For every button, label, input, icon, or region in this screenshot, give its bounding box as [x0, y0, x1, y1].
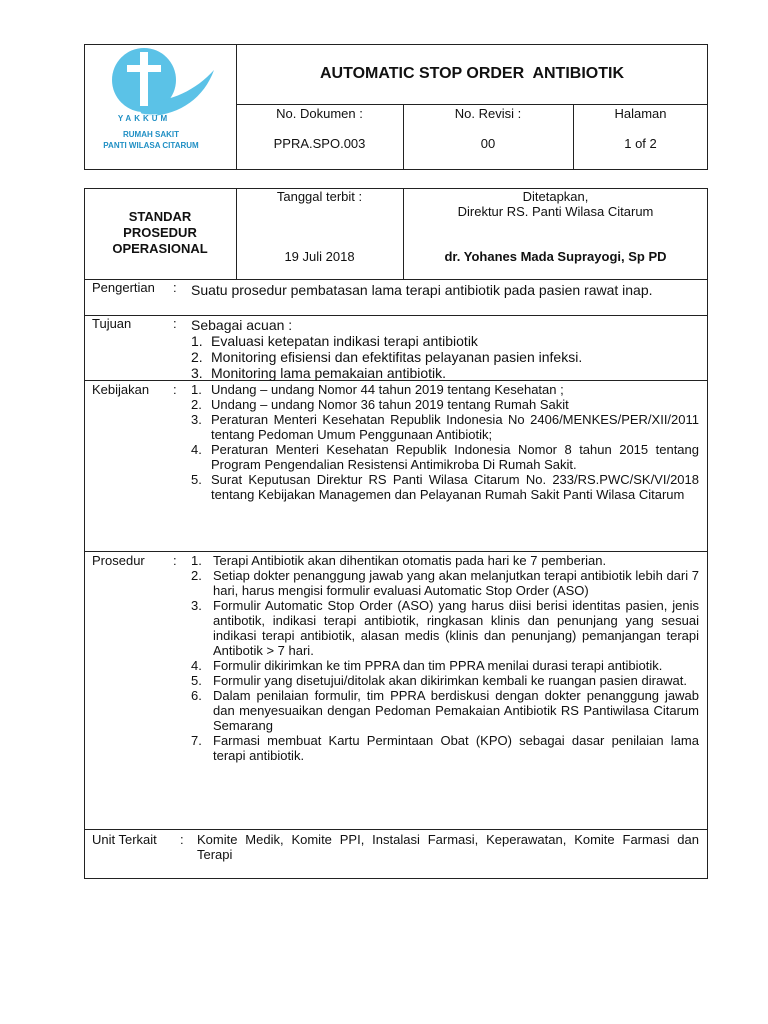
list-text: Farmasi membuat Kartu Permintaan Obat (KPO) sebagai dasar penilaian lama terapi antibiotik.	[213, 733, 699, 763]
header-divider-title	[236, 104, 708, 105]
kebijakan-list	[191, 382, 699, 502]
row-divider-prosedur	[84, 829, 708, 830]
list-number: 2.	[191, 568, 202, 583]
list-number: 7.	[191, 733, 202, 748]
list-text: Surat Keputusan Direktur RS Panti Wilasa Citarum No. 233/RS.PWC/SK/VI/2018 tentang Kebijakan Managemen dan Pelayanan Rumah Sakit Panti Wilasa Citarum	[211, 472, 699, 502]
unit-terkait-label: Unit Terkait	[92, 832, 157, 847]
tanggal-terbit-value: 19 Juli 2018	[284, 249, 355, 264]
no-revisi-value: 00	[480, 136, 496, 151]
list-item	[191, 568, 699, 598]
list-number: 4.	[191, 658, 202, 673]
pengertian-text: Suatu prosedur pembatasan lama terapi antibiotik pada pasien rawat inap.	[191, 282, 653, 298]
list-item	[191, 688, 699, 733]
hospital-logo	[96, 44, 228, 170]
list-item	[191, 382, 699, 397]
spo-label-line1: STANDAR	[128, 209, 192, 224]
list-text: Peraturan Menteri Kesehatan Republik Indonesia No 2406/MENKES/PER/XII/2011 tentang Pedoman Umum Penggunaan Antibiotik;	[211, 412, 699, 442]
list-number: 2.	[191, 397, 202, 412]
dove-cross-icon	[96, 44, 228, 170]
row-divider-spo	[84, 279, 708, 280]
prosedur-list	[191, 553, 699, 763]
halaman-label: Halaman	[614, 106, 667, 121]
list-item	[191, 442, 699, 472]
list-text: Dalam penilaian formulir, tim PPRA berdiskusi dengan dokter penanggung jawab dan menyesuaikan dengan Pedoman Pemakaian Antibiotik RS Pantiwilasa Citarum Semarang	[213, 688, 699, 733]
list-item	[191, 365, 699, 381]
tujuan-colon: :	[173, 316, 177, 331]
direktur-label: Direktur RS. Panti Wilasa Citarum	[457, 204, 654, 219]
list-number: 1.	[191, 553, 202, 568]
tujuan-label: Tujuan	[92, 316, 132, 331]
no-dokumen-value: PPRA.SPO.003	[273, 136, 366, 151]
row-divider-pengertian	[84, 315, 708, 316]
document-title: AUTOMATIC STOP ORDER ANTIBIOTIK	[319, 65, 624, 82]
list-item	[191, 333, 699, 349]
halaman-value: 1 of 2	[624, 136, 657, 151]
logo-line1: RUMAH SAKIT	[123, 130, 179, 139]
list-item	[191, 598, 699, 658]
no-dokumen-label: No. Dokumen :	[276, 106, 363, 121]
spo-label-line3: OPERASIONAL	[112, 241, 208, 256]
spo-label	[84, 209, 236, 257]
signatory-name: dr. Yohanes Mada Suprayogi, Sp PD	[444, 249, 667, 264]
list-text: Setiap dokter penanggung jawab yang akan melanjutkan terapi antibiotik lebih dari 7 hari, harus mengisi formulir evaluasi Automatic Stop Order (ASO)	[213, 568, 699, 598]
unit-terkait-colon: :	[180, 832, 184, 847]
list-text: Formulir yang disetujui/ditolak akan dikirimkan kembali ke ruangan pasien dirawat.	[213, 673, 688, 688]
list-text: Formulir dikirimkan ke tim PPRA dan tim PPRA menilai durasi terapi antibiotik.	[213, 658, 663, 673]
unit-terkait-text: Komite Medik, Komite PPI, Instalasi Farmasi, Keperawatan, Komite Farmasi dan Terapi	[197, 832, 699, 862]
list-text: Monitoring lama pemakaian antibiotik.	[211, 365, 447, 381]
list-item	[191, 553, 699, 568]
list-number: 1.	[191, 333, 203, 349]
list-number: 3.	[191, 598, 202, 613]
list-number: 2.	[191, 349, 203, 365]
pengertian-colon: :	[173, 280, 177, 295]
list-text: Terapi Antibiotik akan dihentikan otomatis pada hari ke 7 pemberian.	[213, 553, 607, 568]
list-text: Formulir Automatic Stop Order (ASO) yang harus diisi berisi identitas pasien, jenis antibotik, indikasi terapi antibiotik, ringkasan klinis dan penunjang yang sesuai indikasi terapi antibiotik, alasan medis (klinis dan penunjang) pemanjangan terapi Antibotik > 7 hari.	[213, 598, 699, 658]
list-item	[191, 412, 699, 442]
logo-ring-text: YAKKUM	[117, 114, 171, 123]
prosedur-label: Prosedur	[92, 553, 145, 568]
kebijakan-label: Kebijakan	[92, 382, 150, 397]
row-divider-kebijakan	[84, 551, 708, 552]
list-item	[191, 673, 699, 688]
list-number: 1.	[191, 382, 202, 397]
kebijakan-colon: :	[173, 382, 177, 397]
list-item	[191, 472, 699, 502]
list-text: Peraturan Menteri Kesehatan Republik Indonesia Nomor 8 tahun 2015 tentang Program Pengendalian Resistensi Antimikroba Di Rumah Sakit.	[211, 442, 699, 472]
tujuan-list	[191, 333, 699, 381]
list-item	[191, 658, 699, 673]
list-text: Evaluasi ketepatan indikasi terapi antibiotik	[211, 333, 478, 349]
ditetapkan-label: Ditetapkan,	[522, 189, 589, 204]
pengertian-label: Pengertian	[92, 280, 155, 295]
logo-line2: PANTI WILASA CITARUM	[103, 141, 199, 150]
list-number: 5.	[191, 472, 202, 487]
list-number: 3.	[191, 412, 202, 427]
list-number: 4.	[191, 442, 202, 457]
prosedur-colon: :	[173, 553, 177, 568]
tanggal-terbit-label: Tanggal terbit :	[276, 189, 363, 204]
list-number: 3.	[191, 365, 203, 381]
tujuan-intro: Sebagai acuan :	[191, 317, 293, 333]
list-text: Undang – undang Nomor 44 tahun 2019 tentang Kesehatan ;	[211, 382, 564, 397]
list-item	[191, 349, 699, 365]
spo-label-line2: PROSEDUR	[123, 225, 197, 240]
no-revisi-label: No. Revisi :	[454, 106, 522, 121]
list-number: 6.	[191, 688, 202, 703]
list-item	[191, 733, 699, 763]
list-item	[191, 397, 699, 412]
list-text: Monitoring efisiensi dan efektifitas pelayanan pasien infeksi.	[211, 349, 583, 365]
list-text: Undang – undang Nomor 36 tahun 2019 tentang Rumah Sakit	[211, 397, 569, 412]
list-number: 5.	[191, 673, 202, 688]
